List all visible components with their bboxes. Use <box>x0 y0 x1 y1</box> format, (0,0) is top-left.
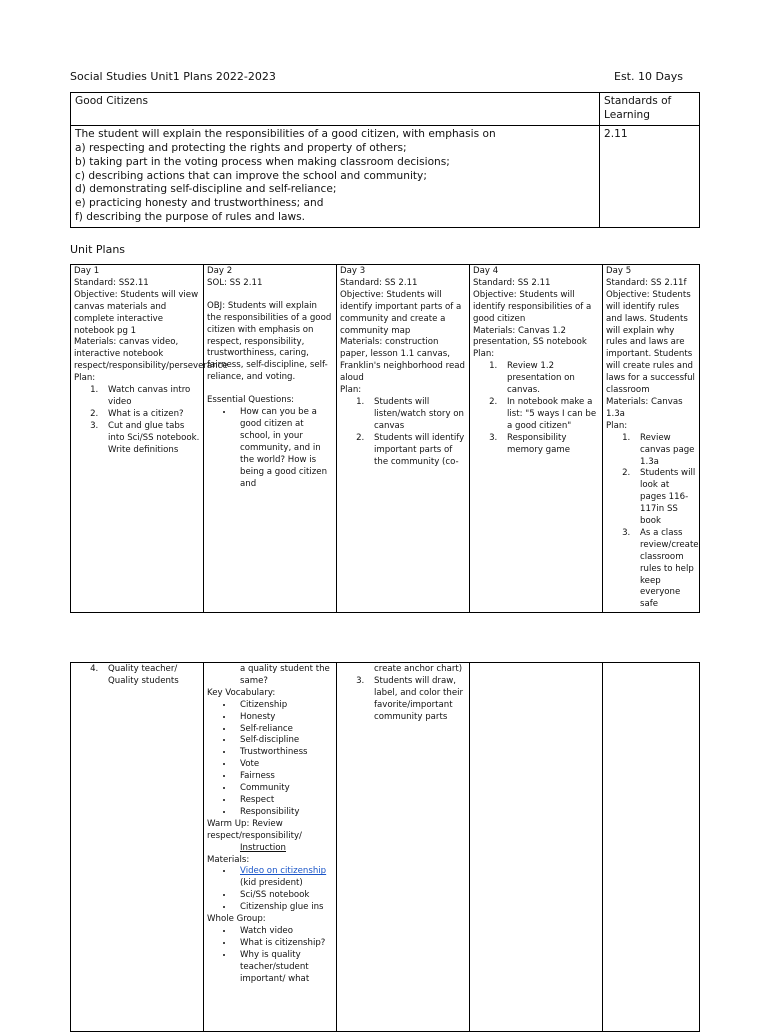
objective-item: e) practicing honesty and trustworthiness; and <box>75 197 324 210</box>
list-item: • Fairness <box>234 771 333 783</box>
day2-whole-group-list <box>207 926 333 986</box>
day5-plan-label: Plan: <box>606 420 628 431</box>
day1-cell-cont <box>71 663 204 1032</box>
day5-steps <box>606 432 699 612</box>
day2-vocab-list <box>207 700 333 819</box>
day5-cell <box>603 265 700 613</box>
day4-objective: Objective: Students will identify responsibilities of a good citizen <box>473 289 592 324</box>
day4-cell-cont <box>470 663 603 1032</box>
objective-text <box>71 125 600 227</box>
instruction-link[interactable]: Instruction <box>240 842 286 853</box>
day3-steps <box>340 397 466 468</box>
day3-standard: Standard: SS 2.11 <box>340 277 418 288</box>
list-item: 1. Review 1.2 presentation on canvas. <box>500 361 599 397</box>
list-item: 2. Students will look at pages 116-117in SS book <box>633 468 696 528</box>
list-item: • Self-reliance <box>234 724 333 736</box>
objective-item: a) respecting and protecting the rights and property of others; <box>75 141 407 154</box>
duration-estimate: Est. 10 Days <box>614 70 683 83</box>
day4-plan-label: Plan: <box>473 349 495 360</box>
day1-title: Day 1 <box>74 266 100 276</box>
objectives-table <box>70 92 700 228</box>
day1-materials: Materials: canvas video, interactive notebook respect/responsibility/perseverance <box>74 337 228 372</box>
day1-plan-label: Plan: <box>74 373 96 384</box>
day3-title: Day 3 <box>340 266 366 276</box>
objective-item: f) describing the purpose of rules and laws. <box>75 211 306 224</box>
day4-title: Day 4 <box>473 266 499 276</box>
list-item: • Respect <box>234 795 333 807</box>
day1-steps <box>74 385 200 456</box>
day5-cell-cont <box>603 663 700 1032</box>
day4-steps <box>473 361 599 456</box>
day2-title: Day 2 <box>207 266 233 276</box>
day4-standard: Standard: SS 2.11 <box>473 277 551 288</box>
day1-steps-cont <box>74 664 200 688</box>
day3-materials: Materials: construction paper, lesson 1.1 canvas, Franklin's neighborhood read aloud <box>340 337 465 384</box>
day2-sol: SOL: SS 2.11 <box>207 277 263 288</box>
list-item: 1. Students will listen/watch story on canvas <box>367 397 466 433</box>
unit-name: Good Citizens <box>71 93 600 126</box>
objective-intro: The student will explain the responsibilities of a good citizen, with emphasis on <box>75 127 496 140</box>
day2-eq-label: Essential Questions: <box>207 395 295 406</box>
day2-materials-label: Materials: <box>207 854 250 865</box>
day2-warmup-text: Warm Up: Review respect/responsibility/ <box>207 818 302 841</box>
day5-title: Day 5 <box>606 266 632 276</box>
day3-cell-cont <box>337 663 470 1032</box>
video-link[interactable]: Video on citizenship <box>240 866 327 877</box>
day3-objective: Objective: Students will identify important parts of a community and create a community map <box>340 289 462 336</box>
list-item: • Trustworthiness <box>234 747 333 759</box>
list-item: 2. What is a citizen? <box>101 409 200 421</box>
day4-cell <box>470 265 603 613</box>
day5-materials: Materials: Canvas 1.3a <box>606 396 683 419</box>
list-item: • Citizenship <box>234 700 333 712</box>
day1-objective: Objective: Students will view canvas materials and complete interactive notebook pg 1 <box>74 289 199 336</box>
day2-materials-list <box>207 866 333 914</box>
unit-plans-heading: Unit Plans <box>70 243 126 256</box>
list-item: 1. Watch canvas intro video <box>101 385 200 409</box>
objective-item: d) demonstrating self-discipline and self-reliance; <box>75 183 337 196</box>
standard-number: 2.11 <box>600 125 700 227</box>
day3-step2-continued: create anchor chart) <box>374 664 463 674</box>
list-item: 1. Review canvas page 1.3a <box>633 433 696 469</box>
video-note: (kid president) <box>240 878 303 889</box>
list-item: 3. Responsibility memory game <box>500 433 599 457</box>
list-item <box>234 866 333 890</box>
day2-whole-group-label: Whole Group: <box>207 914 266 925</box>
list-item: 3. As a class review/create classroom rules to help keep everyone safe <box>633 528 696 611</box>
list-item: • Citizenship glue ins <box>234 902 333 914</box>
day2-cell <box>204 265 337 613</box>
objective-item: b) taking part in the voting process when making classroom decisions; <box>75 155 450 168</box>
day3-plan-label: Plan: <box>340 385 362 396</box>
list-item: • Sci/SS notebook <box>234 890 333 902</box>
day3-steps-cont <box>340 676 466 724</box>
day2-eq-list <box>207 407 333 490</box>
unit-plans-table-page2 <box>70 662 700 1032</box>
list-item: 2. Students will identify important parts of the community (co- <box>367 433 466 469</box>
list-item: 3. Students will draw, label, and color their favorite/important community parts <box>367 676 466 724</box>
list-item: • Community <box>234 783 333 795</box>
list-item: 2. In notebook make a list: "5 ways I can be a good citizen" <box>500 397 599 433</box>
list-item: • Responsibility <box>234 807 333 819</box>
day2-vocab-label: Key Vocabulary: <box>207 687 276 698</box>
list-item: • Self-discipline <box>234 735 333 747</box>
list-item: 3. Cut and glue tabs into Sci/SS notebook. Write definitions <box>101 421 200 457</box>
unit-plans-table-page1 <box>70 264 700 613</box>
day2-eq-continued: a quality student the same? <box>240 664 330 686</box>
day2-warmup <box>207 819 333 855</box>
day3-cell <box>337 265 470 613</box>
list-item: • Watch video <box>234 926 333 938</box>
day5-standard: Standard: SS 2.11f <box>606 277 687 288</box>
list-item: • Vote <box>234 759 333 771</box>
list-item: • Why is quality teacher/student important/ what <box>234 950 333 986</box>
day5-objective: Objective: Students will identify rules and laws. Students will explain why rules and laws are important. Students will create rules and laws for a successful classroom <box>606 289 695 396</box>
day2-obj: OBJ: Students will explain the responsibilities of a good citizen with emphasis on respect, responsibility, trustworthiness, caring, fairness, self-discipline, self-reliance, and voting. <box>207 300 332 383</box>
document-title: Social Studies Unit1 Plans 2022-2023 <box>70 70 276 83</box>
day1-standard: Standard: SS2.11 <box>74 277 149 288</box>
list-item: • What is citizenship? <box>234 938 333 950</box>
day2-cell-cont <box>204 663 337 1032</box>
list-item: • Honesty <box>234 712 333 724</box>
list-item: 4. Quality teacher/ Quality students <box>101 664 200 688</box>
day4-materials: Materials: Canvas 1.2 presentation, SS notebook <box>473 325 587 348</box>
standards-heading: Standards of Learning <box>600 93 700 126</box>
list-item: • How can you be a good citizen at school, in your community, and in the world? How is being a good citizen and <box>234 407 333 490</box>
objective-item: c) describing actions that can improve the school and community; <box>75 169 427 182</box>
